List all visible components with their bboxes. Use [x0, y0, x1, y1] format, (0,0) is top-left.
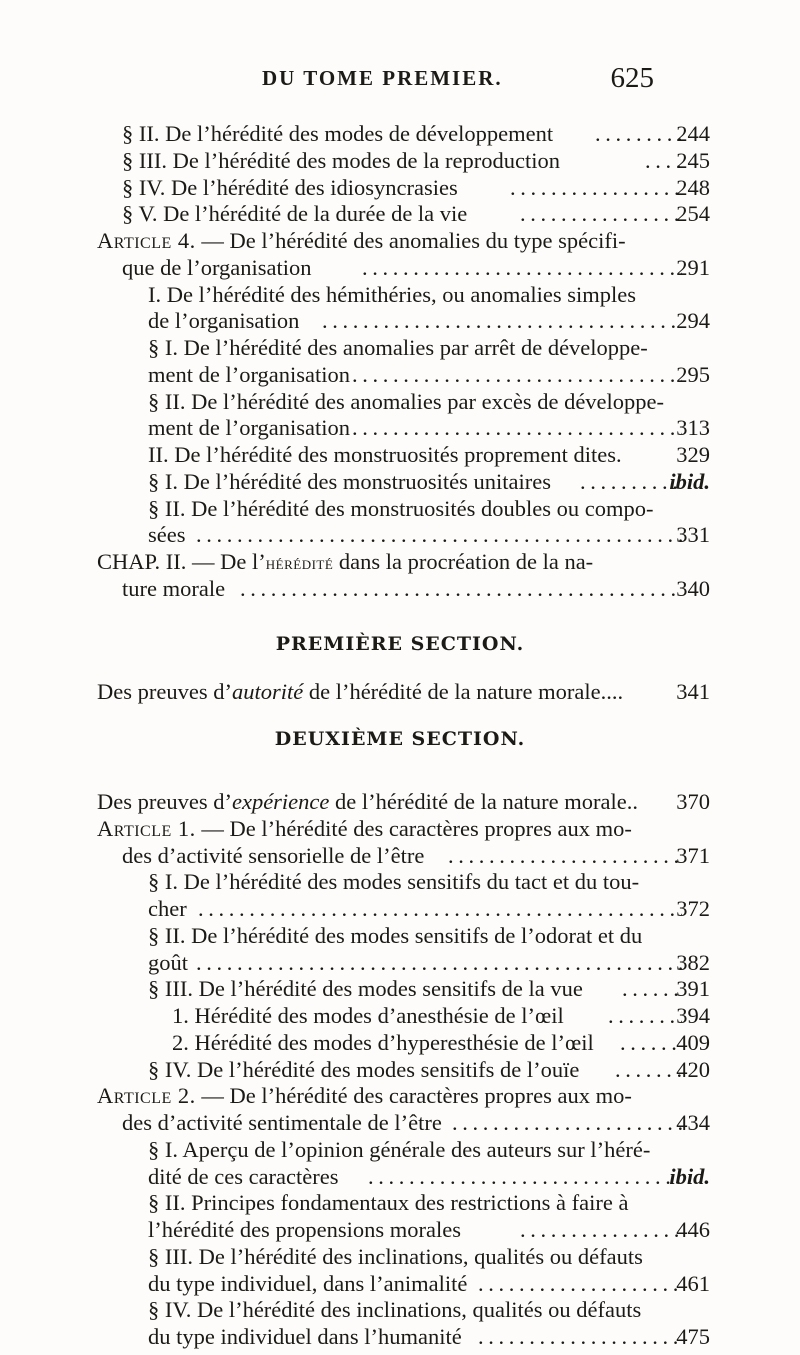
toc-entry-text: II. De l’hérédité des monstruosités proprement dites. [148, 442, 622, 467]
chapter-label: CHAP. II. — De l’ [97, 549, 266, 574]
toc-entry-text: § III. De l’hérédité des modes sensitifs de la vue [148, 976, 583, 1002]
toc-entry-text: § I. De l’hérédité des anomalies par arrêt de développe- [148, 335, 648, 360]
toc-entry-page: 294 [676, 308, 710, 334]
toc-entry-text: du type individuel dans l’humanité [148, 1324, 462, 1349]
section-heading: DEUXIÈME SECTION. [274, 728, 526, 751]
toc-entry-text: § III. De l’hérédité des modes de la reproduction [122, 147, 560, 173]
toc-entry-text: ture morale [122, 575, 226, 601]
toc-entry [0, 573, 800, 604]
toc-entry-text: des d’activité sensorielle de l’être [122, 842, 425, 868]
toc-entry-page: 245 [676, 147, 710, 173]
toc-entry-page: 420 [676, 1056, 710, 1082]
toc-entry-text: § II. Principes fondamentaux des restrictions à faire à [148, 1190, 629, 1216]
entry-text-before: Des preuves d’ [97, 679, 232, 705]
toc-entry-text: § IV. De l’hérédité des modes sensitifs de l’ouïe [148, 1056, 580, 1082]
toc-entry-page: 461 [676, 1270, 710, 1296]
toc-entry-page: 291 [676, 254, 710, 280]
toc-entry-page: 475 [676, 1324, 710, 1349]
toc-entry-text: cher [148, 896, 187, 921]
toc-entry-page: 409 [676, 1029, 710, 1055]
toc-entry-text: § I. Aperçu de l’opinion générale des auteurs sur l’héré- [148, 1136, 651, 1162]
toc-entry-page: ibid. [669, 1163, 710, 1189]
running-title: DU TOME PREMIER. [262, 66, 503, 90]
article-label: Article 4. [97, 228, 196, 253]
article-label: Article 1. [97, 815, 196, 841]
entry-text-after: de l’hérédité de la nature morale.. [329, 788, 639, 814]
toc-entry-text: § II. De l’hérédité des anomalies par excès de développe- [148, 388, 665, 414]
toc-entry-text: ment de l’organisation [148, 361, 351, 387]
toc-entry-page: 254 [676, 201, 710, 227]
toc-entry-page: ibid. [669, 468, 710, 494]
toc-entry-page: 331 [676, 522, 710, 548]
article-label: Article 2. [97, 1083, 196, 1109]
toc-entry-text: § I. De l’hérédité des monstruosités unitaires [148, 468, 552, 494]
running-head [0, 62, 800, 106]
toc-entry-text: de l’organisation [148, 308, 300, 334]
toc-entry-text: que de l’organisation [122, 254, 312, 280]
toc-entry-text: 1. Hérédité des modes d’anesthésie de l’œil [172, 1003, 564, 1028]
section-heading: PREMIÈRE SECTION. [275, 633, 525, 656]
toc-entry-text: § IV. De l’hérédité des inclinations, qualités ou défauts [148, 1297, 642, 1323]
toc-entry-page: 391 [676, 976, 710, 1002]
toc-entry [0, 1321, 800, 1352]
toc-entry [0, 676, 800, 707]
toc-entry-title: — De l’hérédité des caractères propres aux mo- [195, 815, 632, 841]
entry-text-italic: expérience [231, 788, 330, 814]
toc-entry-text: § V. De l’hérédité de la durée de la vie [122, 201, 468, 227]
chapter-smallcaps: hérédité [265, 553, 334, 573]
toc-entry-text: 2. Hérédité des modes d’hyperesthésie de l’œil [172, 1029, 594, 1055]
entry-text-after: de l’hérédité de la nature morale.... [303, 679, 624, 705]
toc-entry-page: 370 [676, 788, 710, 814]
toc-entry-page: 244 [676, 121, 710, 146]
toc-entry-text: dité de ces caractères [148, 1163, 339, 1189]
toc-entry-text: § I. De l’hérédité des modes sensitifs du tact et du tou- [148, 869, 640, 895]
toc-entry-title: — De l’hérédité des anomalies du type spécifi- [195, 228, 626, 253]
toc-entry-page: 340 [676, 575, 710, 601]
toc-entry-text: des d’activité sentimentale de l’être [122, 1110, 442, 1135]
toc-entry-text: § III. De l’hérédité des inclinations, qualités ou défauts [148, 1243, 643, 1269]
toc-entry-text: § II. De l’hérédité des monstruosités doubles ou compo- [148, 495, 654, 521]
toc-entry-page: 446 [676, 1217, 710, 1242]
toc-entry-text: § II. De l’hérédité des modes sensitifs de l’odorat et du [148, 922, 643, 948]
page-number: 625 [610, 62, 654, 94]
toc-entry-text: ment de l’organisation [148, 415, 351, 441]
toc-entry-text: I. De l’hérédité des hémithéries, ou anomalies simples [148, 281, 636, 307]
dot-leader [478, 1321, 682, 1352]
toc-entry-text [97, 676, 623, 707]
toc-entry-text: § IV. De l’hérédité des idiosyncrasies [122, 174, 458, 200]
toc-entry-page: 434 [676, 1110, 710, 1135]
toc-entry-text: § II. De l’hérédité des modes de développement [122, 121, 554, 146]
entry-text-italic: autorité [231, 679, 304, 705]
toc-entry-text: l’hérédité des propensions morales [148, 1217, 462, 1242]
toc-entry-text: du type individuel, dans l’animalité [148, 1270, 468, 1296]
toc-entry-title: — De l’hérédité des caractères propres aux mo- [195, 1083, 632, 1109]
toc-entry-page: 371 [676, 842, 710, 868]
toc-entry-text: sées [148, 522, 186, 548]
toc-entry-text: goût [148, 949, 189, 975]
toc-entry-page: 313 [676, 415, 710, 441]
toc-entry-page: 341 [676, 679, 710, 705]
toc-entry-title: dans la procréation de la na- [333, 549, 594, 574]
toc-entry-page: 382 [676, 949, 710, 975]
toc-entry-page: 372 [676, 896, 710, 921]
toc-entry-page: 329 [676, 442, 710, 467]
entry-text-before: Des preuves d’ [97, 788, 232, 814]
toc-entry-page: 394 [676, 1003, 710, 1028]
dot-leader [240, 573, 682, 604]
toc-entry-page: 295 [676, 361, 710, 387]
toc-entry-page: 248 [676, 174, 710, 200]
